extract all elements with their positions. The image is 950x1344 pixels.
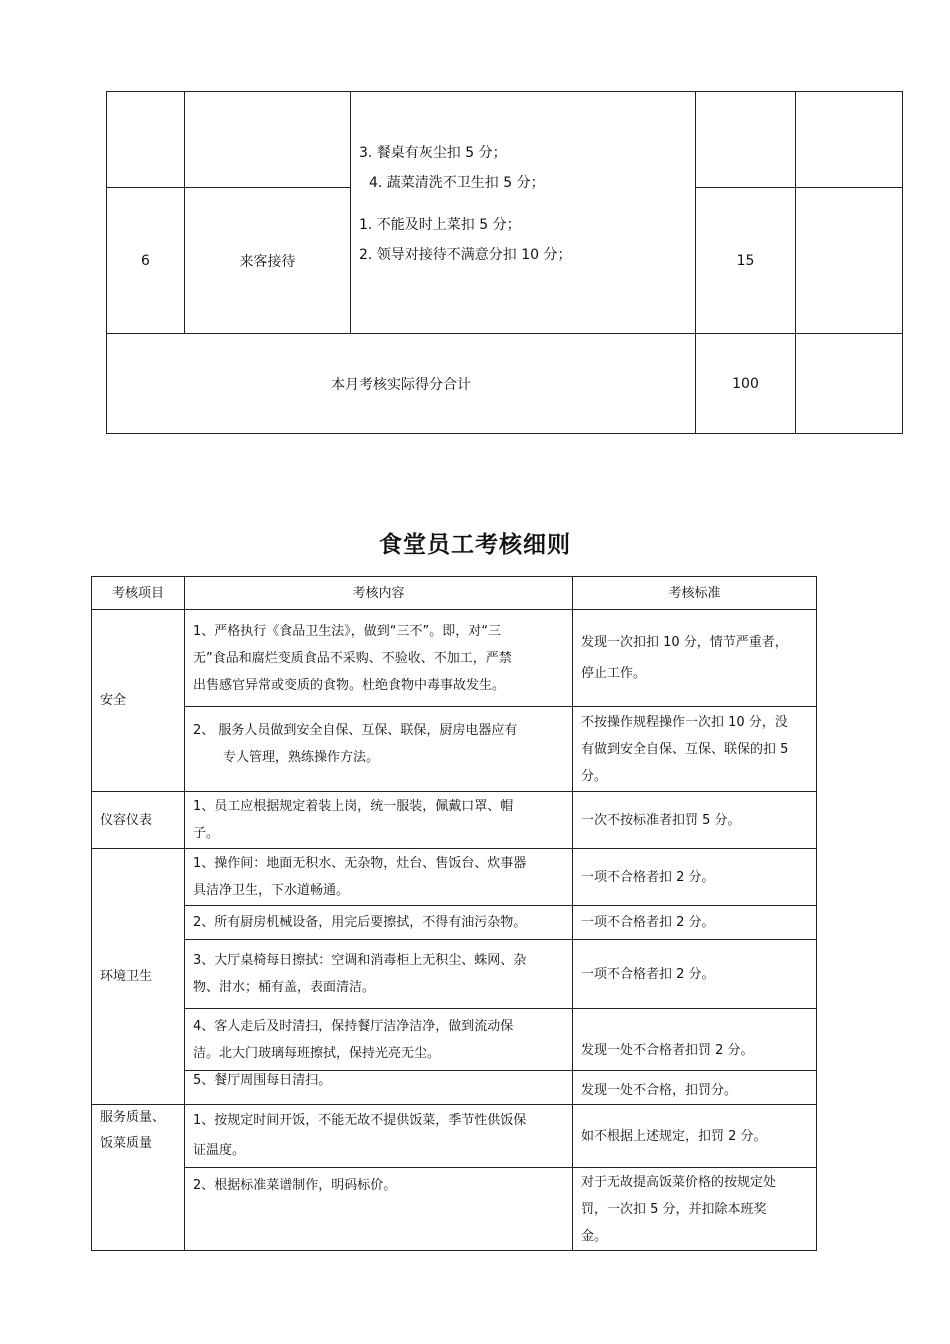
standard-cell: 一项不合格者扣 2 分。 (573, 940, 817, 1009)
content-line: 2、 服务人员做到安全自保、互保、联保，厨房电器应有 (193, 723, 518, 738)
row-actual-cell (796, 92, 903, 188)
content-line: 3、大厅桌椅每日擦拭：空调和消毒柜上无积尘、蛛网、杂 (193, 953, 527, 968)
content-line: 专人管理，熟练操作方法。 (223, 750, 380, 765)
row-score-cell (696, 92, 796, 188)
standard-cell: 如不根据上述规定，扣罚 2 分。 (573, 1105, 817, 1168)
standard-cell: 发现一处不合格者扣罚 2 分。 (573, 1009, 817, 1071)
table-row (92, 1105, 817, 1168)
standard-line: 停止工作。 (581, 666, 647, 681)
content-cell (185, 849, 573, 906)
total-score: 100 (696, 334, 796, 434)
standard-line: 有做到安全自保、互保、联保的扣 5 (581, 741, 789, 757)
standard-line: 不按操作规程操作一次扣 10 分，没 (581, 714, 788, 730)
table-row (107, 92, 903, 188)
row-item-cell: 来客接待 (185, 188, 351, 334)
category-cell (92, 1105, 185, 1251)
standard-line: 罚，一次扣 5 分，并扣除本班奖 (581, 1201, 767, 1217)
content-line: 证温度。 (193, 1143, 246, 1158)
page-title: 食堂员工考核细则 (379, 532, 571, 558)
standard-cell (573, 707, 817, 792)
header-row (92, 577, 817, 610)
rule-line: 4. 蔬菜清洗不卫生扣 5 分； (369, 175, 545, 191)
rules-cell (351, 92, 696, 334)
standard-cell: 一次不按标准者扣罚 5 分。 (573, 792, 817, 849)
standard-line: 发现一次扣扣 10 分，情节严重者， (581, 635, 788, 650)
content-cell (185, 940, 573, 1009)
content-line: 1、按规定时间开饭，不能无故不提供饭菜，季节性供饭保 (193, 1113, 527, 1128)
content-line: 无”食品和腐烂变质食品不采购、不验收、不加工，严禁 (193, 650, 512, 666)
content-cell (185, 792, 573, 849)
category-cell: 安全 (92, 610, 185, 792)
table-row (92, 792, 817, 849)
total-label: 本月考核实际得分合计 (107, 334, 696, 434)
content-line: 1、操作间：地面无积水、无杂物，灶台、售饭台、炊事器 (193, 856, 527, 871)
category-cell: 仪容仪表 (92, 792, 185, 849)
category-line: 服务质量、 (100, 1110, 166, 1125)
total-actual-cell (796, 334, 903, 434)
content-line: 出售感官异常或变质的食物。杜绝食物中毒事故发生。 (193, 677, 506, 693)
assessment-score-table (106, 91, 903, 434)
table-row (92, 610, 817, 707)
content-cell (185, 707, 573, 792)
content-line: 1、员工应根据规定着装上岗，统一服装，佩戴口罩、帽 (193, 799, 514, 814)
standard-cell: 发现一处不合格，扣罚分。 (573, 1071, 817, 1105)
table-row (92, 940, 817, 1009)
row-no-cell (107, 92, 185, 188)
content-line: 具洁净卫生，下水道畅通。 (193, 883, 350, 898)
table-row (92, 1071, 817, 1105)
content-cell: 5、餐厅周围每日清扫。 (185, 1071, 573, 1105)
total-row (107, 334, 903, 434)
detail-rules-table (91, 576, 817, 1251)
content-line: 洁。北大门玻璃每班擦拭，保持光亮无尘。 (193, 1045, 441, 1061)
content-line: 1、严格执行《食品卫生法》，做到“三不”。即，对“三 (193, 623, 501, 639)
content-cell (185, 610, 573, 707)
table-row (92, 1009, 817, 1071)
table-row (92, 707, 817, 792)
table-row (92, 906, 817, 940)
row-no-cell: 6 (107, 188, 185, 334)
header-standard: 考核标准 (573, 577, 817, 610)
content-line: 4、客人走后及时清扫，保持餐厅洁净洁净，做到流动保 (193, 1018, 514, 1034)
content-cell: 2、所有厨房机械设备，用完后要擦拭，不得有油污杂物。 (185, 906, 573, 940)
content-line: 子。 (193, 826, 220, 841)
content-line: 物、泔水；桶有盖，表面清洁。 (193, 980, 376, 995)
rule-line: 2. 领导对接待不满意分扣 10 分； (359, 247, 572, 263)
header-item: 考核项目 (92, 577, 185, 610)
content-cell (185, 1009, 573, 1071)
standard-cell (573, 610, 817, 707)
row-actual-cell (796, 188, 903, 334)
standard-cell: 一项不合格者扣 2 分。 (573, 906, 817, 940)
rule-line: 3. 餐桌有灰尘扣 5 分； (359, 145, 507, 161)
category-cell: 环境卫生 (92, 849, 185, 1105)
row-item-cell (185, 92, 351, 188)
standard-cell (573, 1168, 817, 1251)
row-score-cell: 15 (696, 188, 796, 334)
header-content: 考核内容 (185, 577, 573, 610)
content-cell: 2、根据标准菜谱制作，明码标价。 (185, 1168, 573, 1251)
category-line: 饭菜质量 (100, 1136, 153, 1151)
standard-line: 金。 (581, 1228, 608, 1244)
standard-line: 对于无故提高饭菜价格的按规定处 (581, 1174, 777, 1190)
rule-line: 1. 不能及时上菜扣 5 分； (359, 217, 521, 233)
standard-line: 分。 (581, 768, 608, 784)
table-row (92, 1168, 817, 1251)
table-row (92, 849, 817, 906)
content-cell (185, 1105, 573, 1168)
standard-cell: 一项不合格者扣 2 分。 (573, 849, 817, 906)
